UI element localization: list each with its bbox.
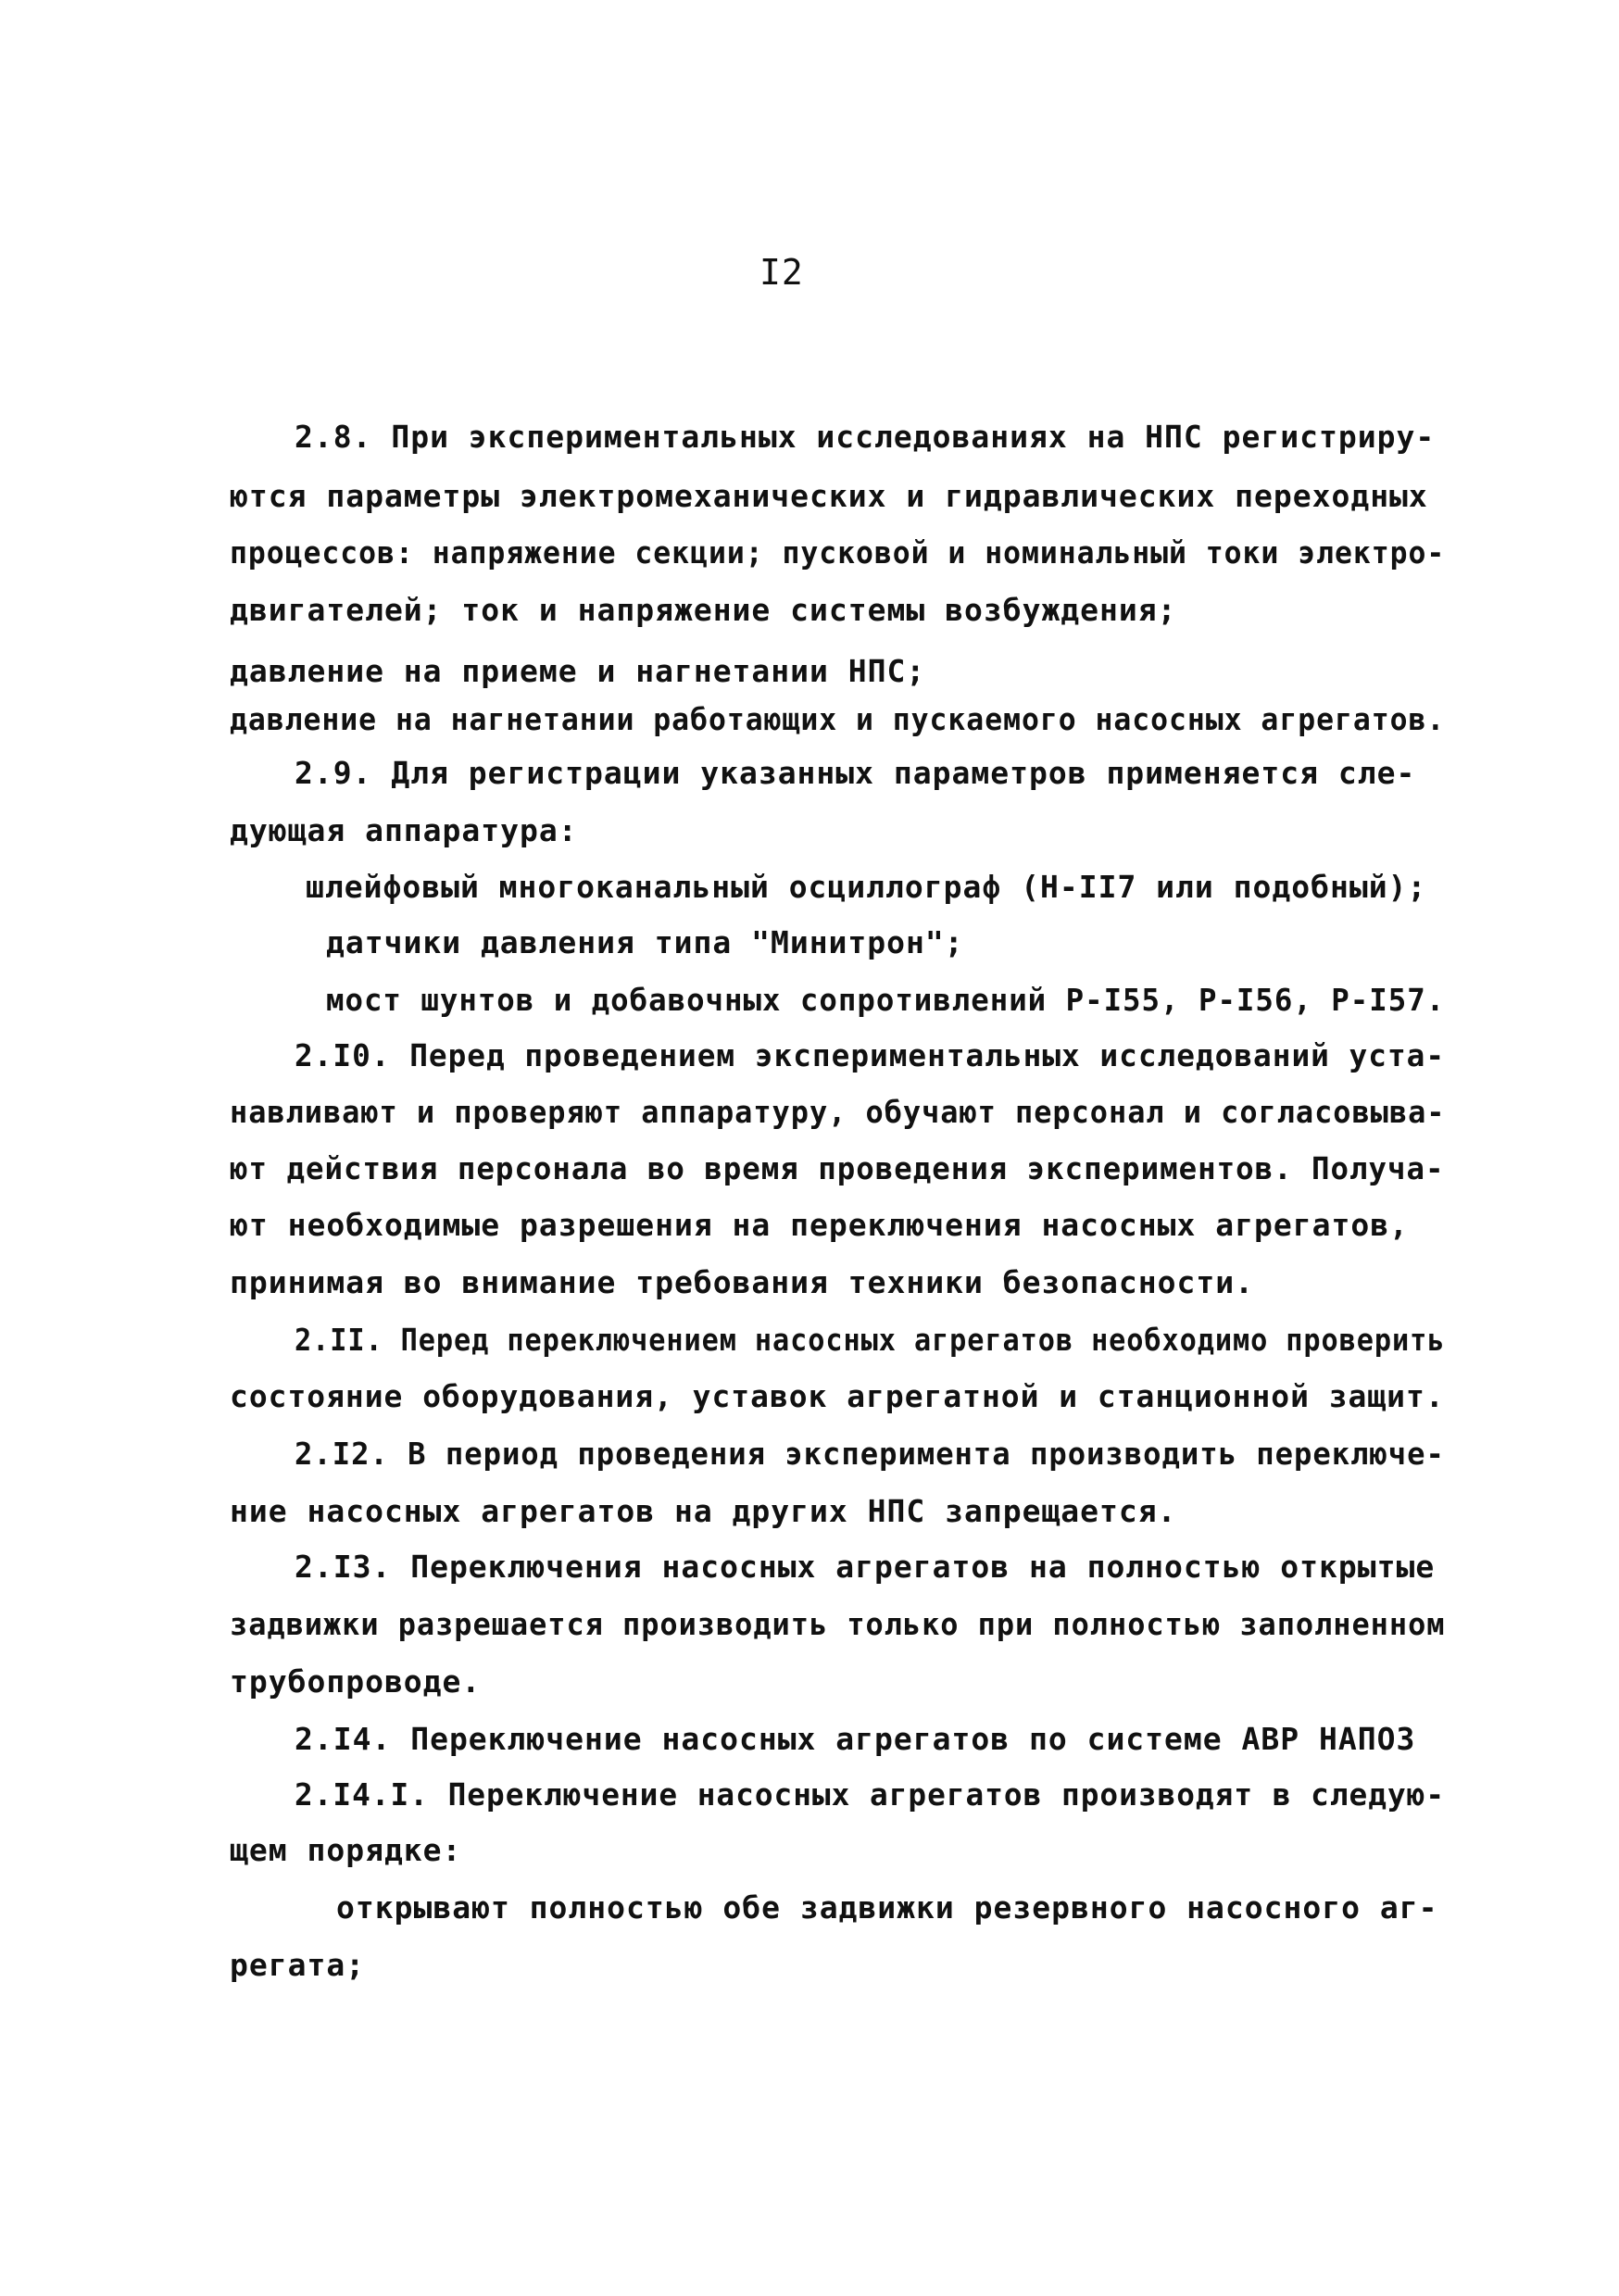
text-line: регата; — [230, 1947, 366, 1983]
text-line: 2.9. Для регистрации указанных параметров применяется сле- — [295, 755, 1416, 791]
text-line: 2.I4. Переключение насосных агрегатов по системе АВР НАПОЗ — [295, 1721, 1416, 1757]
text-line: 2.II. Перед переключением насосных агрегатов необходимо проверить — [295, 1322, 1446, 1358]
page-number: I2 — [759, 252, 804, 293]
text-line: открывают полностью обе задвижки резервного насосного аг- — [336, 1889, 1438, 1926]
text-line: двигателей; ток и напряжение системы возбуждения; — [230, 592, 1177, 628]
text-line: ние насосных агрегатов на других НПС запрещается. — [230, 1493, 1177, 1529]
text-line: навливают и проверяют аппаратуру, обучают персонал и согласовыва- — [230, 1094, 1446, 1130]
text-line: 2.I2. В период проведения эксперимента производить переключе- — [295, 1436, 1445, 1472]
text-line: мост шунтов и добавочных сопротивлений Р-I55, Р-I56, Р-I57. — [326, 982, 1446, 1018]
text-line: датчики давления типа "Минитрон"; — [326, 924, 964, 960]
text-line: ют необходимые разрешения на переключения насосных агрегатов, — [230, 1207, 1409, 1243]
text-line: процессов: напряжение секции; пусковой и номинальный токи электро- — [230, 534, 1446, 571]
text-line: ют действия персонала во время проведения экспериментов. Получа- — [230, 1150, 1445, 1186]
text-line: давление на приеме и нагнетании НПС; — [230, 653, 926, 689]
text-line: 2.8. При экспериментальных исследованиях на НПС регистриру- — [295, 419, 1436, 455]
text-line: 2.I3. Переключения насосных агрегатов на полностью открытые — [295, 1549, 1436, 1585]
text-line: 2.I4.I. Переключение насосных агрегатов производят в следую- — [295, 1776, 1446, 1813]
text-line: задвижки разрешается производить только при полностью заполненном — [230, 1606, 1446, 1642]
text-line: давление на нагнетании работающих и пускаемого насосных агрегатов. — [230, 701, 1446, 737]
text-line: трубопроводе. — [230, 1663, 482, 1700]
text-line: состояние оборудования, уставок агрегатной и станционной защит. — [230, 1378, 1445, 1414]
text-line: ются параметры электромеханических и гидравлических переходных — [230, 478, 1428, 514]
text-line: принимая во внимание требования техники безопасности. — [230, 1264, 1254, 1300]
text-line: щем порядке: — [230, 1832, 462, 1868]
text-line: 2.I0. Перед проведением экспериментальных исследований уста- — [295, 1037, 1446, 1073]
text-line: шлейфовый многоканальный осциллограф (Н-II7 или подобный); — [306, 869, 1427, 905]
text-line: дующая аппаратура: — [230, 812, 578, 848]
